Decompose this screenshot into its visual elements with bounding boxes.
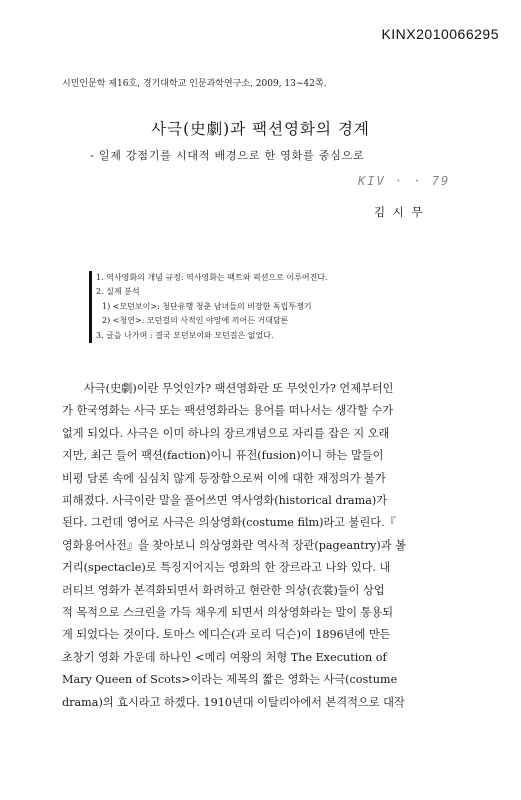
- author-name: 김 시 무: [374, 205, 425, 219]
- text-line: 초창기 영화 가운데 하나인 <메리 여왕의 처형 The Execution of: [62, 650, 387, 664]
- text-line: 비평 담론 속에 심심치 않게 등장함으로써 이에 대한 재정의가 불가: [62, 471, 386, 485]
- toc-item: 3. 글을 나가며 : 결국 모던보이와 모던걸은 없었다.: [96, 330, 274, 340]
- text-line: Mary Queen of Scots>이라는 제목의 짧은 영화는 사극(costume: [62, 673, 398, 687]
- text-line: drama)의 효시라고 하겠다. 1910년대 이탈리아에서 본격적으로 대작: [62, 695, 405, 709]
- toc-item: 1. 역사영화의 개념 규정: 역사영화는 팩트와 픽션으로 이루어진다.: [96, 273, 328, 282]
- text-line: 된다. 그런데 영어로 사극은 의상영화(costume film)라고 불린다.『: [62, 516, 396, 530]
- handwritten-note: KIV · · 79: [358, 174, 451, 188]
- text-line: 게 되었다는 것이다. 토마스 에디슨(과 로리 딕슨)이 1896년에 만든: [62, 628, 391, 642]
- text-line: 러티브 영화가 본격화되면서 화려하고 현란한 의상(衣裳)들이 상업: [62, 583, 385, 597]
- article-subtitle: - 일제 강점기를 시대적 배경으로 한 영화를 중심으로: [90, 149, 365, 162]
- toc-item: 2) <청연>: 모던걸의 사적인 야망에 끼어든 거대담론: [102, 316, 289, 326]
- text-line: 피해졌다. 사극이란 말을 풀어쓰면 역사영화(historical drama)가: [62, 494, 388, 508]
- text-line: 적 목적으로 스크린을 가득 채우게 되면서 의상영화라는 말이 통용되: [62, 606, 394, 620]
- text-line: 지만, 최근 들어 팩션(faction)이니 퓨전(fusion)이니 하는 말들이: [62, 449, 384, 463]
- journal-citation: 시민인문학 제16호, 경기대학교 인문과학연구소, 2009, 13~42쪽.: [62, 79, 327, 89]
- text-line: 영화용어사전』을 찾아보니 의상영화란 역사적 장관(pageantry)과 볼: [62, 538, 406, 552]
- text-line: 없게 되었다. 사극은 이미 하나의 장르개념으로 자리를 잡은 지 오래: [62, 426, 390, 440]
- text-line: 가 한국영화는 사극 또는 팩션영화라는 용어를 떠나서는 생각할 수가: [62, 404, 394, 418]
- toc-item: 1) <모던보이>: 청단유행 청춘 남녀들의 비장한 독립투쟁기: [102, 301, 312, 311]
- text-line: 사극(史劇)이란 무엇인가? 팩션영화란 또 무엇인가? 언제부터인: [84, 382, 394, 395]
- toc-item: 2. 실제 분석: [96, 287, 140, 297]
- article-title: 사극(史劇)과 팩션영화의 경계: [151, 120, 370, 138]
- text-line: 거리(spectacle)로 특징지어지는 영화의 한 장르라고 나와 있다. 내: [62, 561, 391, 575]
- document-id: KINX2010066295: [381, 26, 499, 42]
- body-paragraph: [62, 378, 464, 714]
- table-of-contents: [89, 271, 436, 343]
